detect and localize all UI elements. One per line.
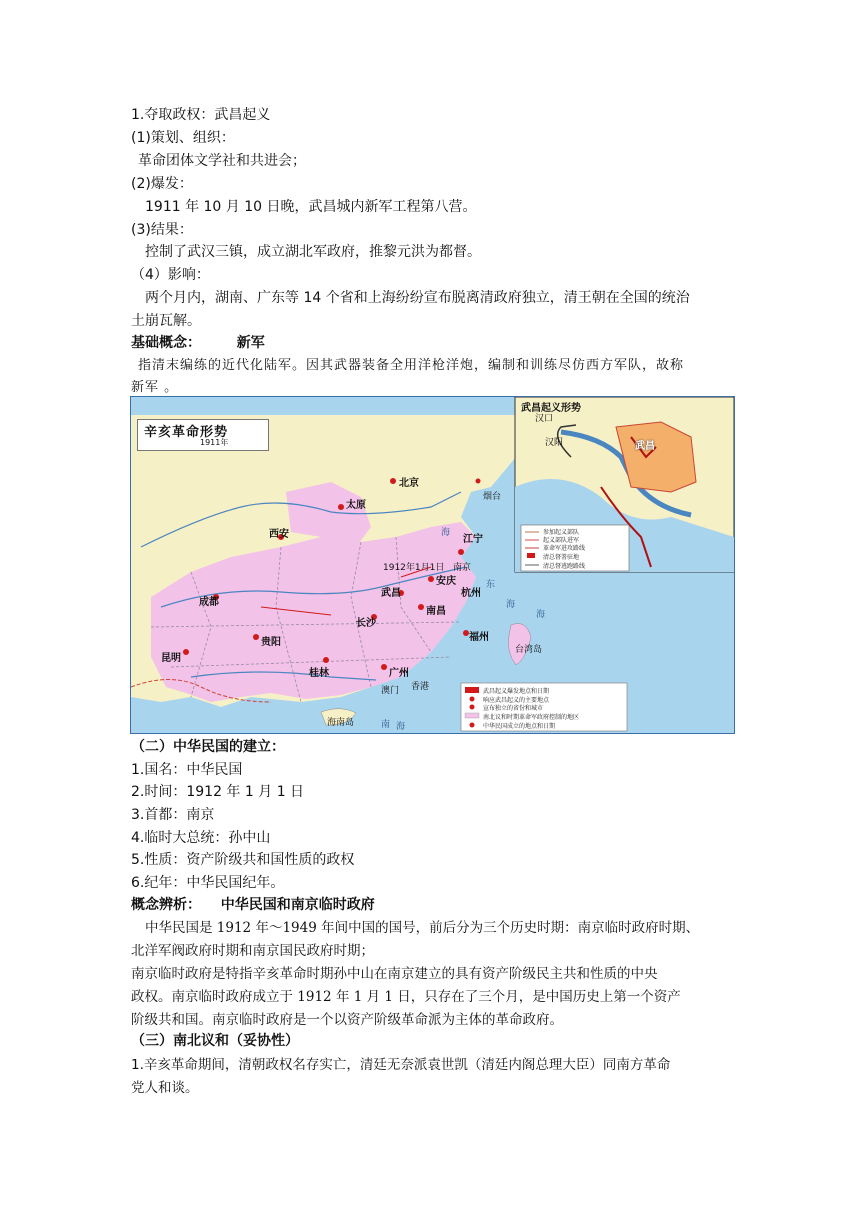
section-3-p1-a: 1.辛亥革命期间，清朝政权名存实亡，清廷无奈派袁世凯（清廷内阁总理大臣）同南方革命 [131,1057,671,1073]
concept-2-heading [131,895,731,915]
concept-2-p2-c: 阶级共和国。南京临时政府是一个以资产阶级革命派为主体的革命政府。 [131,1012,563,1028]
map-sea-1: 海 [441,528,451,538]
map-city-hangzhou: 杭州 [461,588,481,599]
inset-city-wuchang: 武昌 [635,441,655,452]
map-city-taiwan: 台湾岛 [515,645,543,655]
map-city-changsha: 长沙 [356,618,376,629]
section-2-item-1: 1.国名：中华民国 [131,762,243,778]
concept-text-b: 新军 。 [131,380,179,395]
map-annotation-date: 1912年1月1日 [383,563,445,573]
map-city-macau: 澳门 [381,686,400,696]
inset-legend-1: 参加起义部队 [543,529,580,536]
concept-text-a: 指清末编练的近代化陆军。因其武器装备全用洋枪洋炮，编制和训练尽仿西方军队，故称 [138,358,685,373]
map-title: 辛亥革命形势 [144,425,229,440]
point-1-4-text-a: 两个月内，湖南、广东等 14 个省和上海纷纷宣布脱离清政府独立，清王朝在全国的统治 [145,290,690,306]
concept-2-term: 中华民国和南京临时政府 [220,897,375,913]
map-city-jiangning: 江宁 [463,534,483,545]
inset-legend-4: 清总督署驻地 [543,554,580,561]
map-city-hongkong: 香港 [411,682,430,692]
map-sea-3: 东 [486,580,496,590]
point-1-2-heading: (2)爆发： [131,176,193,192]
map-year: 1911年 [200,438,229,447]
section-2-item-6: 6.纪年：中华民国纪年。 [131,875,285,891]
inset-city-hanyang: 汉阳 [545,438,564,448]
map-city-yantai: 烟台 [483,492,502,502]
map-city-xian: 西安 [269,529,289,540]
map-city-guiyang: 贵阳 [261,637,281,648]
map-city-hainan: 海南岛 [327,718,355,728]
map-title-box [137,419,269,451]
concept-label: 基础概念： [131,335,201,351]
point-1-2-text: 1911 年 10 月 10 日晚，武昌城内新军工程第八营。 [145,199,477,215]
point-1-1-heading: (1)策划、组织： [131,130,235,146]
section-2-item-5: 5.性质：资产阶级共和国性质的政权 [131,852,355,868]
map-sea-6: 海 [396,722,406,732]
section-2-item-3: 3.首都：南京 [131,807,215,823]
concept-2-p1-a: 中华民国是 1912 年～1949 年间中国的国号，前后分为三个历史时期：南京临时政府时期、 [145,920,700,936]
section-3-heading: （三）南北议和（妥协性） [131,1033,299,1049]
map-city-guangzhou: 广州 [389,668,409,679]
map-city-kunming: 昆明 [161,653,181,664]
map-city-chengdu: 成都 [199,597,219,608]
section-2-item-2: 2.时间：1912 年 1 月 1 日 [131,784,305,800]
point-1-title: 1.夺取政权：武昌起义 [131,107,271,123]
xinhai-revolution-map [130,396,735,734]
concept-term: 新军 [236,335,265,351]
inset-map [515,397,734,572]
map-city-nanjing: 南京 [453,563,472,573]
map-city-guilin: 桂林 [309,668,329,679]
inset-legend-3: 革命军进攻路线 [543,545,586,552]
concept-heading [131,333,731,353]
map-legend-5: 中华民国成立的地点和日期 [483,723,556,730]
map-city-beijing: 北京 [399,478,419,489]
concept-2-label: 概念辨析： [131,897,201,913]
section-3-p1-b: 党人和谈。 [131,1080,199,1096]
point-1-4-text-b: 土崩瓦解。 [131,313,201,329]
point-1-1-text: 革命团体文学社和共进会； [138,153,306,169]
inset-legend-5: 清总督逃跑路线 [543,563,586,570]
map-legend-2: 响应武昌起义的主要地点 [483,697,550,704]
point-1-3-heading: (3)结果： [131,222,193,238]
map-legend-1: 武昌起义爆发地点和日期 [483,688,550,695]
map-sea-4: 海 [506,600,516,610]
inset-title: 武昌起义形势 [521,403,581,414]
concept-2-p2-a: 南京临时政府是特指辛亥革命时期孙中山在南京建立的具有资产阶级民主共和性质的中央 [131,966,658,982]
map-city-fuzhou: 福州 [469,632,489,643]
section-2-item-4: 4.临时大总统：孙中山 [131,830,271,846]
inset-legend-2: 起义部队进军 [543,537,580,544]
map-city-nanchang: 南昌 [426,606,446,617]
map-city-wuchang: 武昌 [381,588,401,599]
point-1-3-text: 控制了武汉三镇，成立湖北军政府，推黎元洪为都督。 [145,244,481,260]
map-legend-3: 宣布独立的省份和城市 [483,705,544,712]
map-sea-2: 海 [536,610,546,620]
map-sea-5: 南 [381,720,391,730]
map-legend-4: 南北议和时期革命军政府控制的地区 [483,714,580,721]
map-city-taiyuan: 太原 [346,500,366,511]
concept-2-p1-b: 北洋军阀政府时期和南京国民政府时期； [131,943,374,959]
concept-2-p2-b: 政权。南京临时政府成立于 1912 年 1 月 1 日，只存在了三个月，是中国历史上第一个资产 [131,989,681,1005]
inset-city-hankou: 汉口 [535,414,554,424]
map-city-anqing: 安庆 [436,576,456,587]
section-2-heading: （二）中华民国的建立： [131,739,285,755]
point-1-4-heading: （4）影响： [131,267,210,283]
